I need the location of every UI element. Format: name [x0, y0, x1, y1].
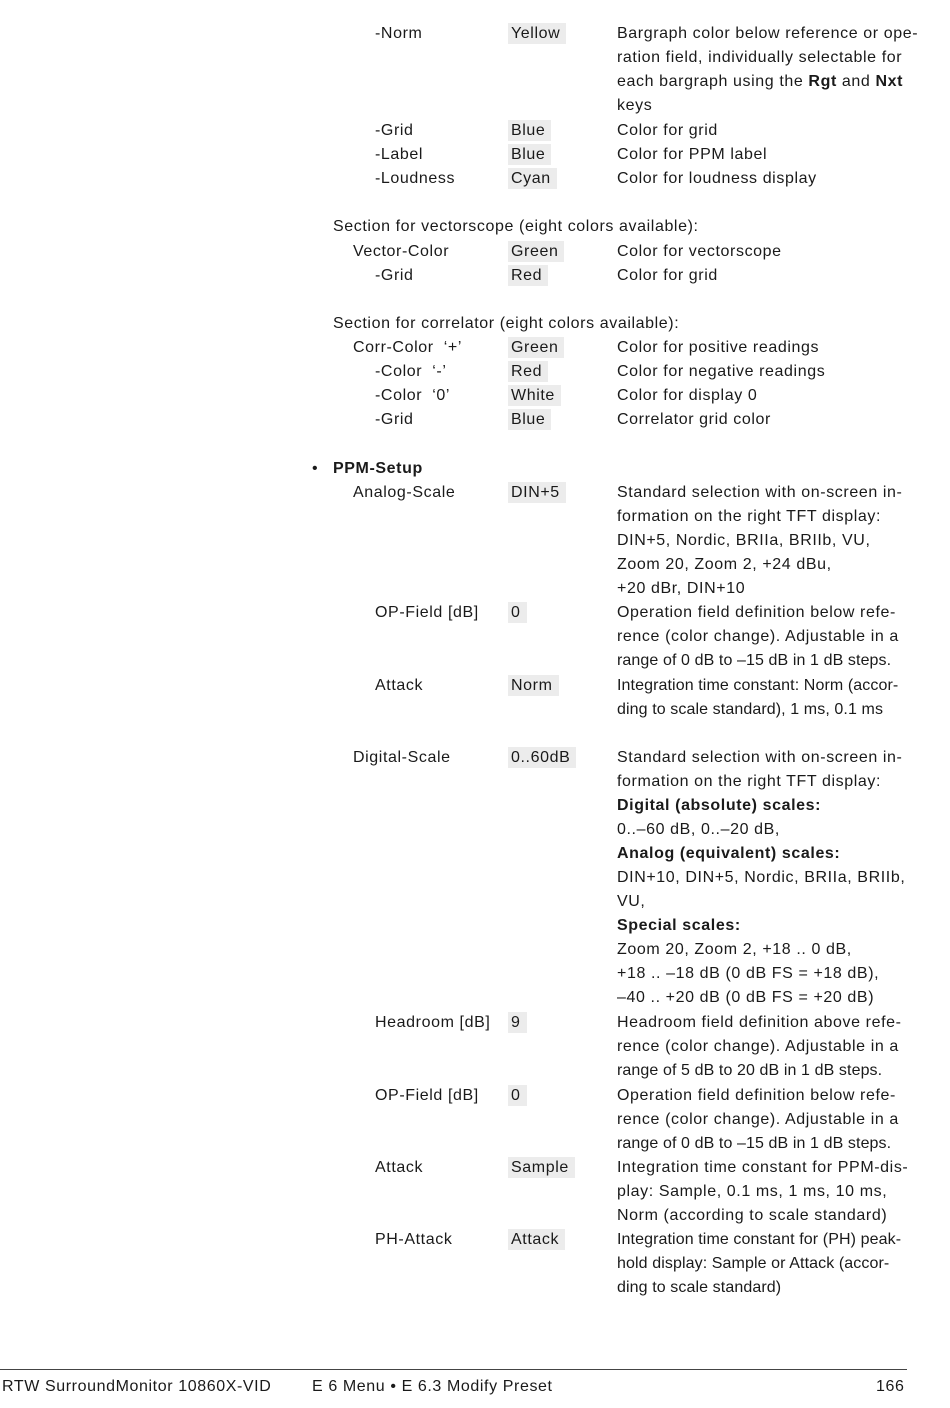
param-description: [617, 1156, 909, 1228]
desc-line: [617, 70, 909, 94]
desc-line: range of 0 dB to –15 dB in 1 dB steps.: [617, 1135, 892, 1152]
section-heading-vectorscope: Section for vectorscope (eight colors available):: [333, 218, 699, 235]
desc-line: Color for positive readings: [617, 339, 820, 356]
key-nxt: Nxt: [875, 73, 904, 90]
section-heading-ppm-setup: PPM-Setup: [333, 460, 423, 477]
param-value: Green: [508, 241, 564, 262]
key-rgt: Rgt: [808, 73, 837, 90]
param-value: 0..60dB: [508, 747, 576, 768]
desc-line: VU,: [617, 893, 646, 910]
footer-product: RTW SurroundMonitor 10860X-VID: [2, 1378, 272, 1395]
param-description: [617, 384, 909, 408]
desc-line: rence (color change). Adjustable in a: [617, 1038, 899, 1055]
desc-subheading: Special scales:: [617, 917, 741, 934]
section-heading-correlator: Section for correlator (eight colors available):: [333, 315, 680, 332]
page-number: 166: [876, 1378, 905, 1395]
desc-line: Integration time constant: Norm (accor-: [617, 677, 899, 694]
desc-line: Integration time constant for PPM-dis-: [617, 1159, 909, 1176]
param-description: [617, 264, 909, 288]
desc-text: and: [836, 73, 876, 90]
param-description: [617, 746, 909, 1010]
desc-line: formation on the right TFT display:: [617, 508, 882, 525]
param-value: Red: [508, 361, 548, 382]
desc-line: rence (color change). Adjustable in a: [617, 628, 899, 645]
desc-line: Headroom field definition above refe-: [617, 1014, 902, 1031]
desc-line: rence (color change). Adjustable in a: [617, 1111, 899, 1128]
param-value: Red: [508, 265, 548, 286]
desc-line: Operation field definition below refe-: [617, 604, 896, 621]
param-value: Attack: [508, 1229, 565, 1250]
desc-line: Color for loudness display: [617, 170, 817, 187]
desc-line: play: Sample, 0.1 ms, 1 ms, 10 ms,: [617, 1183, 888, 1200]
param-label: -Color ‘-’: [375, 363, 447, 380]
desc-line: ding to scale standard): [617, 1279, 782, 1296]
desc-line: Norm (according to scale standard): [617, 1207, 888, 1224]
desc-line: Standard selection with on-screen in-: [617, 484, 903, 501]
param-value: DIN+5: [508, 482, 566, 503]
param-description: [617, 22, 919, 118]
param-description: [617, 1011, 909, 1083]
desc-subheading: Analog (equivalent) scales:: [617, 845, 841, 862]
param-label: Corr-Color ‘+’: [353, 339, 463, 356]
param-label: Digital-Scale: [353, 749, 451, 766]
desc-line: Color for negative readings: [617, 363, 826, 380]
param-value: 9: [508, 1012, 527, 1033]
desc-line: keys: [617, 97, 653, 114]
param-label: -Grid: [375, 122, 414, 139]
param-label: Attack: [375, 677, 424, 694]
param-value: Green: [508, 337, 564, 358]
param-label: -Loudness: [375, 170, 456, 187]
param-label: -Color ‘0’: [375, 387, 451, 404]
desc-line: +20 dBr, DIN+10: [617, 580, 746, 597]
param-value: Yellow: [508, 23, 566, 44]
desc-line: ding to scale standard), 1 ms, 0.1 ms: [617, 701, 884, 718]
param-label: PH-Attack: [375, 1231, 453, 1248]
desc-line: Color for display 0: [617, 387, 758, 404]
desc-line: Operation field definition below refe-: [617, 1087, 896, 1104]
param-value: Blue: [508, 120, 551, 141]
desc-line: Color for grid: [617, 267, 718, 284]
desc-line: Color for grid: [617, 122, 718, 139]
desc-line: +18 .. –18 dB (0 dB FS = +18 dB),: [617, 965, 880, 982]
param-label: Attack: [375, 1159, 424, 1176]
desc-line: Color for PPM label: [617, 146, 768, 163]
desc-line: formation on the right TFT display:: [617, 773, 882, 790]
desc-line: DIN+10, DIN+5, Nordic, BRIIa, BRIIb,: [617, 869, 906, 886]
param-label: -Norm: [375, 25, 423, 42]
param-description: [617, 167, 909, 191]
footer-section: E 6 Menu • E 6.3 Modify Preset: [312, 1378, 553, 1395]
param-value: White: [508, 385, 561, 406]
desc-line: –40 .. +20 dB (0 dB FS = +20 dB): [617, 989, 875, 1006]
desc-subheading: Digital (absolute) scales:: [617, 797, 822, 814]
desc-line: Standard selection with on-screen in-: [617, 749, 903, 766]
param-description: [617, 674, 909, 722]
param-description: [617, 240, 909, 264]
param-value: Norm: [508, 675, 559, 696]
desc-line: 0..–60 dB, 0..–20 dB,: [617, 821, 780, 838]
param-value: 0: [508, 1085, 527, 1106]
param-description: [617, 360, 909, 384]
desc-line: Zoom 20, Zoom 2, +18 .. 0 dB,: [617, 941, 852, 958]
desc-line: hold display: Sample or Attack (accor-: [617, 1255, 890, 1272]
param-label: OP-Field [dB]: [375, 1087, 479, 1104]
param-description: [617, 408, 909, 432]
desc-line: range of 0 dB to –15 dB in 1 dB steps.: [617, 652, 892, 669]
desc-line: DIN+5, Nordic, BRIIa, BRIIb, VU,: [617, 532, 871, 549]
param-description: [617, 1228, 909, 1300]
param-label: -Grid: [375, 411, 414, 428]
param-label: OP-Field [dB]: [375, 604, 479, 621]
param-value: Blue: [508, 409, 551, 430]
footer-divider: [0, 1369, 907, 1370]
desc-line: Integration time constant for (PH) peak-: [617, 1231, 902, 1248]
desc-line: Zoom 20, Zoom 2, +24 dBu,: [617, 556, 832, 573]
param-label: Vector-Color: [353, 243, 450, 260]
param-label: Headroom [dB]: [375, 1014, 491, 1031]
param-value: 0: [508, 602, 527, 623]
param-description: [617, 336, 909, 360]
param-description: [617, 143, 909, 167]
desc-line: Correlator grid color: [617, 411, 771, 428]
desc-line: Bargraph color below reference or ope-: [617, 25, 919, 42]
desc-line: Color for vectorscope: [617, 243, 782, 260]
desc-line: ration field, individually selectable for: [617, 49, 903, 66]
param-label: -Grid: [375, 267, 414, 284]
param-description: [617, 601, 909, 673]
param-description: [617, 481, 909, 601]
param-value: Cyan: [508, 168, 557, 189]
param-label: Analog-Scale: [353, 484, 456, 501]
param-description: [617, 119, 909, 143]
param-value: Blue: [508, 144, 551, 165]
desc-line: range of 5 dB to 20 dB in 1 dB steps.: [617, 1062, 883, 1079]
param-label: -Label: [375, 146, 424, 163]
desc-text: each bargraph using the: [617, 73, 809, 90]
param-description: [617, 1084, 909, 1156]
param-value: Sample: [508, 1157, 575, 1178]
bullet-icon: •: [312, 460, 319, 477]
